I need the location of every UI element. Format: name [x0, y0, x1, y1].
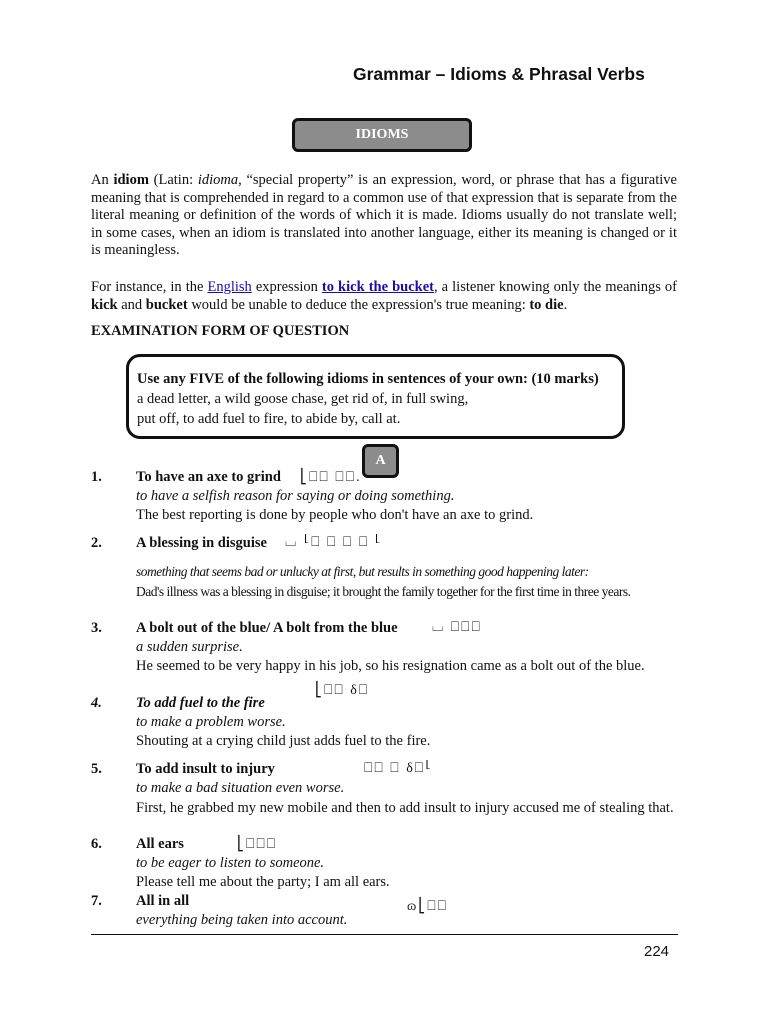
idiom-number: 4. [91, 695, 102, 711]
idiom-phrase: To add insult to injury [136, 761, 275, 777]
translation-glyphs: ɷ⎣⎕⎕ [407, 899, 449, 914]
term-to-die: to die [529, 296, 564, 313]
term-kick: kick [91, 296, 118, 313]
translation-glyphs: ⌴ ⎣⎕ ⎕ ⎕ ⎕ ⎣ [285, 535, 383, 550]
idiom-phrase: A bolt out of the blue/ A bolt from the blue [136, 620, 398, 636]
intro-text: (Latin: [148, 172, 198, 188]
intro-text: For instance, in the [91, 279, 208, 295]
exam-question-box [126, 354, 625, 439]
footer-divider [91, 934, 678, 935]
idiom-meaning: everything being taken into account. [136, 912, 348, 928]
section-title: IDIOMS [355, 127, 409, 142]
idiom-meaning: to have a selfish reason for saying or doing something. [136, 488, 455, 504]
intro-text: , a listener knowing only the meanings of [433, 279, 677, 295]
intro-text: and [117, 296, 146, 313]
idiom-meaning: a sudden surprise. [136, 639, 243, 655]
idiom-number: 2. [91, 535, 102, 551]
idiom-meaning: to be eager to listen to someone. [136, 855, 325, 871]
term-idiom: idiom [113, 172, 149, 188]
intro-text: . [563, 296, 568, 313]
idiom-number: 6. [91, 836, 102, 852]
kick-the-bucket-link[interactable]: to kick the bucket [321, 279, 434, 295]
intro-text: would be unable to deduce the expression's true meaning: [187, 296, 530, 313]
idiom-example: The best reporting is done by people who don't have an axe to grind. [136, 507, 534, 523]
section-label: A [375, 453, 386, 468]
idiom-meaning: something that seems bad or unlucky at first, but results in something good happening later: [136, 564, 589, 579]
idiom-example: Shouting at a crying child just adds fuel to the fire. [136, 733, 431, 749]
section-label-box [362, 444, 399, 478]
translation-glyphs: ⎣⎕⎕ δ⎕ [315, 683, 370, 698]
idiom-example: First, he grabbed my new mobile and then to add insult to injury accused me of stealing that. [136, 800, 674, 816]
intro-paragraph-definition [91, 172, 677, 260]
idiom-number: 7. [91, 893, 102, 909]
idiom-phrase: To add fuel to the fire [136, 695, 265, 711]
term-bucket: bucket [145, 296, 188, 313]
translation-glyphs: ⎣⎕⎕⎕ [237, 837, 278, 852]
idiom-number: 1. [91, 469, 102, 485]
exam-idiom-list-line-2: put off, to add fuel to fire, to abide by, call at. [137, 411, 401, 427]
intro-text: An [91, 172, 114, 188]
idiom-example: Dad's illness was a blessing in disguise; it brought the family together for the first time in three years. [136, 584, 631, 599]
idiom-meaning: to make a problem worse. [136, 714, 286, 730]
intro-text: expression [251, 279, 322, 295]
idiom-number: 3. [91, 620, 102, 636]
translation-glyphs: ⌴ ⎕⎕⎕ [432, 620, 482, 635]
english-link[interactable]: English [207, 279, 252, 295]
idiom-example: He seemed to be very happy in his job, so his resignation came as a bolt out of the blue. [136, 658, 645, 674]
exam-question-title: Use any FIVE of the following idioms in sentences of your own: (10 marks) [137, 371, 599, 387]
idiom-phrase: All in all [136, 893, 190, 909]
page-header-title: Grammar – Idioms & Phrasal Verbs [353, 64, 645, 84]
idiom-number: 5. [91, 761, 102, 777]
idiom-phrase: To have an axe to grind [136, 469, 281, 485]
idiom-phrase: All ears [136, 836, 184, 852]
term-idioma: idioma [197, 172, 239, 188]
idiom-phrase: A blessing in disguise [136, 535, 267, 551]
translation-glyphs: ⎣⎕⎕ ⎕⎕. [300, 470, 362, 485]
section-title-box [292, 118, 472, 152]
exam-heading: EXAMINATION FORM OF QUESTION [91, 323, 350, 339]
page-number: 224 [644, 943, 670, 960]
translation-glyphs: ⎕⎕ ⎕ δ⎕⎣ [364, 761, 433, 776]
intro-paragraph-example [91, 279, 677, 314]
idiom-example: Please tell me about the party; I am all ears. [136, 874, 390, 890]
intro-text: , “special property” is an expression, word, or phrase that has a figurative meaning that is comprehended in regard to a common use of that expression that is separate from the literal meaning or definition of the words of which it is made. Idioms usually do not translate well; in some cases, when an idiom is translated into another language, either its meaning is changed or it is meaningless. [91, 172, 677, 259]
exam-idiom-list-line-1: a dead letter, a wild goose chase, get rid of, in full swing, [137, 391, 469, 407]
idiom-meaning: to make a bad situation even worse. [136, 780, 345, 796]
